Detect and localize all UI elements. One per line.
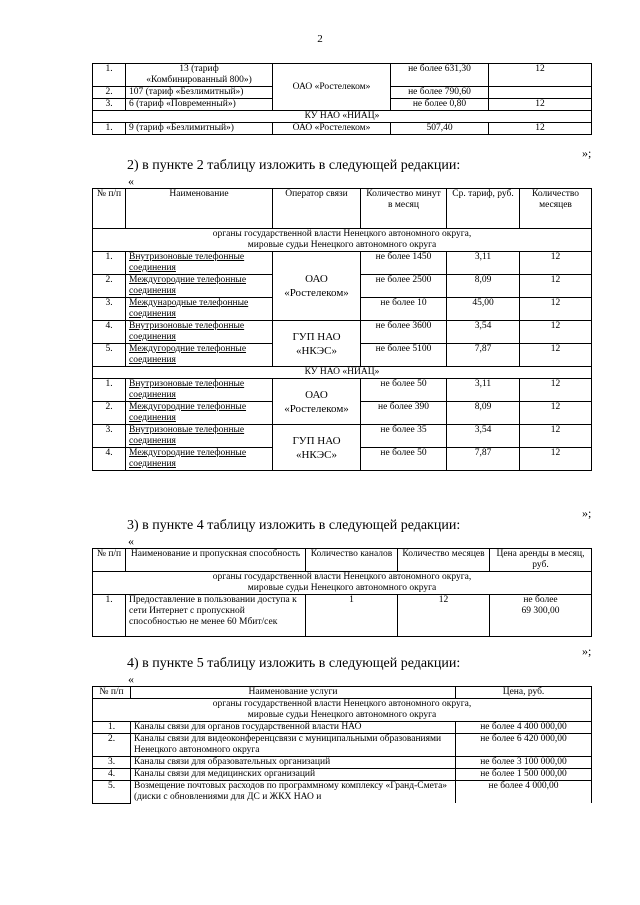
cell-price: не более 631,30 bbox=[391, 64, 489, 87]
section-title: КУ НАО «НИАЦ» bbox=[93, 367, 592, 379]
cell-months: 12 bbox=[520, 344, 592, 367]
heading-item-3: 3) в пункте 4 таблицу изложить в следующей редакции: bbox=[127, 518, 461, 533]
cell-months: 12 bbox=[520, 275, 592, 298]
cell-minutes: не более 35 bbox=[361, 425, 447, 448]
cell-months: 12 bbox=[520, 298, 592, 321]
cell-operator bbox=[273, 425, 361, 471]
cell-tariff: 6 (тариф «Повременный») bbox=[126, 99, 273, 111]
cell-minutes: не более 50 bbox=[361, 379, 447, 402]
table-row bbox=[93, 252, 592, 275]
cell-operator bbox=[273, 321, 361, 367]
header-name: Наименование и пропускная способность bbox=[126, 549, 306, 572]
section-line: органы государственной власти Ненецкого автономного округа, bbox=[212, 229, 472, 239]
cell-name: Каналы связи для медицинских организаций bbox=[131, 769, 456, 781]
cell-name: Каналы связи для органов государственной власти НАО bbox=[131, 722, 456, 734]
cell-number: 4. bbox=[93, 321, 126, 344]
cell-number: 3. bbox=[93, 425, 126, 448]
section-title bbox=[93, 699, 592, 722]
closing-quote: »; bbox=[582, 146, 592, 160]
tariff-line: 13 (тариф bbox=[179, 64, 219, 74]
heading-item-4: 4) в пункте 5 таблицу изложить в следующей редакции: bbox=[127, 656, 461, 671]
header-tariff: Ср. тариф, руб. bbox=[447, 189, 520, 229]
header-number: № п/п bbox=[93, 189, 126, 229]
cell-name: Возмещение почтовых расходов по программному комплексу «Гранд-Смета» (диски с обновлениями для ДС и ЖКХ НАО и bbox=[131, 781, 456, 804]
table-row bbox=[93, 425, 592, 448]
tariff-line: «Комбинированный 800») bbox=[146, 75, 252, 85]
cell-number: 2. bbox=[93, 402, 126, 425]
cell-minutes: не более 2500 bbox=[361, 275, 447, 298]
cell-name: Внутризоновые телефонные соединения bbox=[126, 379, 273, 402]
operator-line: ГУП НАО bbox=[292, 330, 341, 343]
cell-minutes: не более 50 bbox=[361, 448, 447, 471]
cell-months: 12 bbox=[489, 123, 592, 135]
cell-number: 1. bbox=[93, 64, 126, 87]
table-header-row bbox=[93, 549, 592, 572]
cell-months: 12 bbox=[520, 321, 592, 344]
cell-number: 4. bbox=[93, 769, 131, 781]
table-row bbox=[93, 595, 592, 637]
section-line: мировые судьи Ненецкого автономного округа bbox=[247, 710, 437, 720]
cell-price: не более 790,60 bbox=[391, 87, 489, 99]
cell-number: 3. bbox=[93, 99, 126, 111]
operator-line: «Ростелеком» bbox=[284, 287, 349, 299]
table-row bbox=[93, 64, 592, 87]
table-telephone-connections bbox=[92, 188, 592, 471]
table-row bbox=[93, 123, 592, 135]
cell-price: 507,40 bbox=[391, 123, 489, 135]
table-section-row bbox=[93, 699, 592, 722]
cell-minutes: не более 10 bbox=[361, 298, 447, 321]
cell-name: Каналы связи для видеоконференцсвязи с муниципальными образованиями Ненецкого автономного округа bbox=[131, 734, 456, 757]
cell-tariff: 7,87 bbox=[447, 344, 520, 367]
table-services bbox=[92, 686, 592, 804]
table-section-row bbox=[93, 229, 592, 252]
cell-minutes: не более 5100 bbox=[361, 344, 447, 367]
header-months: Количество месяцев bbox=[520, 189, 592, 229]
table-section-row bbox=[93, 367, 592, 379]
cell-tariff: 3,11 bbox=[447, 379, 520, 402]
cell-months: 12 bbox=[520, 252, 592, 275]
cell-number: 1. bbox=[93, 595, 126, 637]
cell-number: 1. bbox=[93, 722, 131, 734]
cell-name: Внутризоновые телефонные соединения bbox=[126, 252, 273, 275]
cell-months: 12 bbox=[520, 379, 592, 402]
cell-number: 3. bbox=[93, 757, 131, 769]
header-number: № п/п bbox=[93, 549, 126, 572]
operator-line: ГУП НАО bbox=[292, 434, 341, 447]
closing-quote: »; bbox=[582, 644, 592, 658]
cell-tariff: 107 (тариф «Безлимитный») bbox=[126, 87, 273, 99]
cell-tariff: 3,54 bbox=[447, 425, 520, 448]
cell-price: не более 0,80 bbox=[391, 99, 489, 111]
cell-name: Предоставление в пользовании доступа к сети Интернет с пропускной способностью не менее 60 Мбит/сек bbox=[126, 595, 306, 637]
cell-number: 4. bbox=[93, 448, 126, 471]
opening-quote: « bbox=[128, 534, 134, 548]
cell-operator bbox=[273, 379, 361, 425]
header-name: Наименование bbox=[126, 189, 273, 229]
header-minutes: Количество минут в месяц bbox=[361, 189, 447, 229]
section-title bbox=[93, 229, 592, 252]
cell-tariff: 45,00 bbox=[447, 298, 520, 321]
cell-tariff: 7,87 bbox=[447, 448, 520, 471]
cell-price bbox=[490, 595, 592, 637]
cell-name: Междугородние телефонные соединения bbox=[126, 448, 273, 471]
operator-line: ОАО bbox=[305, 388, 328, 401]
table-header-row bbox=[93, 189, 592, 229]
cell-tariff: 3,54 bbox=[447, 321, 520, 344]
cell-number: 3. bbox=[93, 298, 126, 321]
cell-tariff: 3,11 bbox=[447, 252, 520, 275]
cell-number: 1. bbox=[93, 252, 126, 275]
cell-number: 2. bbox=[93, 275, 126, 298]
table-row bbox=[93, 781, 592, 804]
cell-name: Каналы связи для образовательных организаций bbox=[131, 757, 456, 769]
header-price: Цена, руб. bbox=[456, 687, 592, 699]
section-line: органы государственной власти Ненецкого автономного округа, bbox=[212, 572, 472, 582]
cell-number: 5. bbox=[93, 781, 131, 804]
table-tariffs-continued bbox=[92, 63, 592, 135]
section-title: КУ НАО «НИАЦ» bbox=[93, 111, 592, 123]
cell-number: 5. bbox=[93, 344, 126, 367]
cell-channels: 1 bbox=[306, 595, 398, 637]
cell-months: 12 bbox=[520, 402, 592, 425]
cell-name: Внутризоновые телефонные соединения bbox=[126, 425, 273, 448]
cell-name: Междугородние телефонные соединения bbox=[126, 275, 273, 298]
cell-price: не более 1 500 000,00 bbox=[456, 769, 592, 781]
table-row bbox=[93, 379, 592, 402]
table-section-row bbox=[93, 111, 592, 123]
table-row bbox=[93, 757, 592, 769]
opening-quote: « bbox=[128, 672, 134, 686]
table-section-row bbox=[93, 572, 592, 595]
header-number: № п/п bbox=[93, 687, 131, 699]
cell-tariff bbox=[126, 64, 273, 87]
cell-number: 1. bbox=[93, 123, 126, 135]
heading-item-2: 2) в пункте 2 таблицу изложить в следующей редакции: bbox=[127, 158, 461, 173]
cell-number: 2. bbox=[93, 87, 126, 99]
header-name: Наименование услуги bbox=[131, 687, 456, 699]
header-months: Количество месяцев bbox=[398, 549, 490, 572]
cell-minutes: не более 1450 bbox=[361, 252, 447, 275]
table-header-row bbox=[93, 687, 592, 699]
section-line: органы государственной власти Ненецкого автономного округа, bbox=[212, 699, 472, 709]
header-channels: Количество каналов bbox=[306, 549, 398, 572]
cell-months: 12 bbox=[520, 448, 592, 471]
cell-number: 2. bbox=[93, 734, 131, 757]
cell-tariff: 9 (тариф «Безлимитный») bbox=[126, 123, 273, 135]
cell-operator bbox=[273, 252, 361, 321]
cell-name: Международные телефонные соединения bbox=[126, 298, 273, 321]
operator-line: «Ростелеком» bbox=[284, 402, 349, 415]
cell-price: не более 6 420 000,00 bbox=[456, 734, 592, 757]
cell-name: Междугородние телефонные соединения bbox=[126, 402, 273, 425]
table-row bbox=[93, 321, 592, 344]
cell-price: не более 4 000,00 bbox=[456, 781, 592, 804]
page-number: 2 bbox=[317, 33, 323, 45]
cell-tariff: 8,09 bbox=[447, 402, 520, 425]
cell-months: 12 bbox=[489, 99, 592, 111]
cell-number: 1. bbox=[93, 379, 126, 402]
cell-minutes: не более 390 bbox=[361, 402, 447, 425]
operator-line: «НКЭС» bbox=[295, 344, 337, 357]
cell-operator: ОАО «Ростелеком» bbox=[273, 123, 391, 135]
price-line: не более bbox=[523, 595, 558, 605]
header-price: Цена аренды в месяц, руб. bbox=[490, 549, 592, 572]
price-line: 69 300,00 bbox=[521, 606, 560, 616]
section-line: мировые судьи Ненецкого автономного округа bbox=[247, 240, 437, 250]
table-row bbox=[93, 734, 592, 757]
cell-months: 12 bbox=[489, 64, 592, 87]
closing-quote: »; bbox=[582, 506, 592, 520]
operator-line: ОАО bbox=[305, 273, 328, 285]
operator-line: «НКЭС» bbox=[295, 448, 337, 461]
cell-name: Внутризоновые телефонные соединения bbox=[126, 321, 273, 344]
header-operator: Оператор связи bbox=[273, 189, 361, 229]
cell-name: Междугородние телефонные соединения bbox=[126, 344, 273, 367]
cell-months: 12 bbox=[520, 425, 592, 448]
cell-minutes: не более 3600 bbox=[361, 321, 447, 344]
cell-price: не более 4 400 000,00 bbox=[456, 722, 592, 734]
section-line: мировые судьи Ненецкого автономного округа bbox=[247, 583, 437, 593]
table-internet-access bbox=[92, 548, 592, 637]
cell-months: 12 bbox=[398, 595, 490, 637]
table-row bbox=[93, 722, 592, 734]
cell-operator: ОАО «Ростелеком» bbox=[273, 64, 391, 111]
cell-months bbox=[489, 87, 592, 99]
cell-tariff: 8,09 bbox=[447, 275, 520, 298]
cell-price: не более 3 100 000,00 bbox=[456, 757, 592, 769]
section-title bbox=[93, 572, 592, 595]
table-row bbox=[93, 769, 592, 781]
opening-quote: « bbox=[128, 174, 134, 188]
